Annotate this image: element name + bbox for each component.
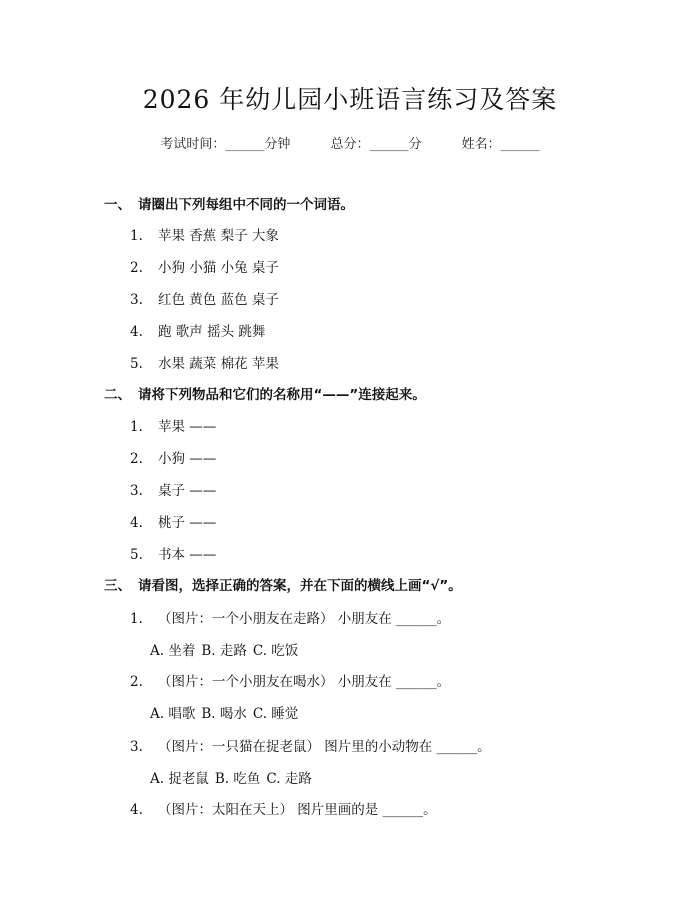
question-item (130, 511, 216, 531)
question-item (130, 288, 279, 308)
question-item (130, 479, 216, 499)
option-a: A. 坐着 (150, 643, 196, 659)
question-item (130, 415, 216, 435)
section-2-heading (104, 383, 426, 403)
option-b: B. 喝水 (201, 706, 247, 722)
question-item (130, 320, 265, 340)
option-c: C. 走路 (266, 771, 312, 787)
answer-options (150, 702, 304, 722)
option-c: C. 吃饭 (252, 643, 299, 659)
question-item (130, 256, 279, 276)
question-text: 苹果 香蕉 梨子 大象 (158, 228, 279, 244)
section-1-heading (104, 193, 354, 213)
student-name: 姓名：______ (461, 137, 540, 152)
option-c: C. 睡觉 (252, 706, 299, 722)
question-text: 桌子 —— (158, 483, 217, 499)
option-a: A. 捉老鼠 (150, 771, 209, 787)
question-item (130, 735, 491, 755)
section-number: 二、 (104, 387, 131, 403)
question-item (130, 447, 216, 467)
question-text: 红色 黄色 蓝色 桌子 (158, 292, 279, 308)
exam-time: 考试时间：______分钟 (160, 137, 291, 152)
question-number: 2. (130, 451, 143, 467)
question-item (130, 670, 450, 690)
question-text: 书本 —— (158, 547, 217, 563)
option-b: B. 吃鱼 (214, 771, 261, 787)
question-item (130, 798, 437, 818)
question-text: 桃子 —— (158, 515, 217, 531)
answer-options (150, 639, 304, 659)
question-text: 苹果 —— (158, 419, 217, 435)
question-number: 1. (130, 228, 143, 244)
section-title: 请圈出下列每组中不同的一个词语。 (138, 197, 354, 213)
question-number: 3. (130, 292, 143, 308)
question-text: 水果 蔬菜 棉花 苹果 (158, 356, 279, 372)
option-b: B. 走路 (201, 643, 247, 659)
question-number: 4. (130, 324, 143, 340)
section-title: 请将下列物品和它们的名称用“——”连接起来。 (138, 387, 426, 403)
section-number: 一、 (104, 197, 131, 213)
question-number: 1. (130, 419, 143, 435)
question-text: （图片：一只猫在捉老鼠） 图片里的小动物在 ______。 (158, 739, 491, 755)
question-number: 5. (130, 356, 143, 372)
option-a: A. 唱歌 (150, 706, 196, 722)
question-number: 4. (130, 515, 143, 531)
question-item (130, 607, 450, 627)
question-text: 小狗 小猫 小兔 桌子 (158, 260, 279, 276)
question-number: 2. (130, 260, 143, 276)
question-text: 小狗 —— (158, 451, 217, 467)
question-number: 1. (130, 611, 143, 627)
document-title: 2026 年幼儿园小班语言练习及答案 (142, 85, 558, 114)
exam-meta (0, 133, 700, 152)
question-number: 5. (130, 547, 143, 563)
answer-options (150, 767, 318, 787)
question-text: （图片：一个小朋友在喝水） 小朋友在 ______。 (158, 674, 451, 690)
question-text: （图片：一个小朋友在走路） 小朋友在 ______。 (158, 611, 451, 627)
section-title: 请看图，选择正确的答案，并在下面的横线上画“√”。 (138, 578, 462, 594)
question-number: 3. (130, 483, 143, 499)
question-item (130, 224, 279, 244)
question-number: 3. (130, 739, 143, 755)
question-text: 跑 歌声 摇头 跳舞 (158, 324, 266, 340)
question-item (130, 543, 216, 563)
section-number: 三、 (104, 578, 131, 594)
exam-score: 总分：______分 (330, 137, 422, 152)
question-text: （图片：太阳在天上） 图片里画的是 ______。 (158, 802, 437, 818)
section-3-heading (104, 574, 462, 594)
question-number: 2. (130, 674, 143, 690)
question-item (130, 352, 279, 372)
question-number: 4. (130, 802, 143, 818)
